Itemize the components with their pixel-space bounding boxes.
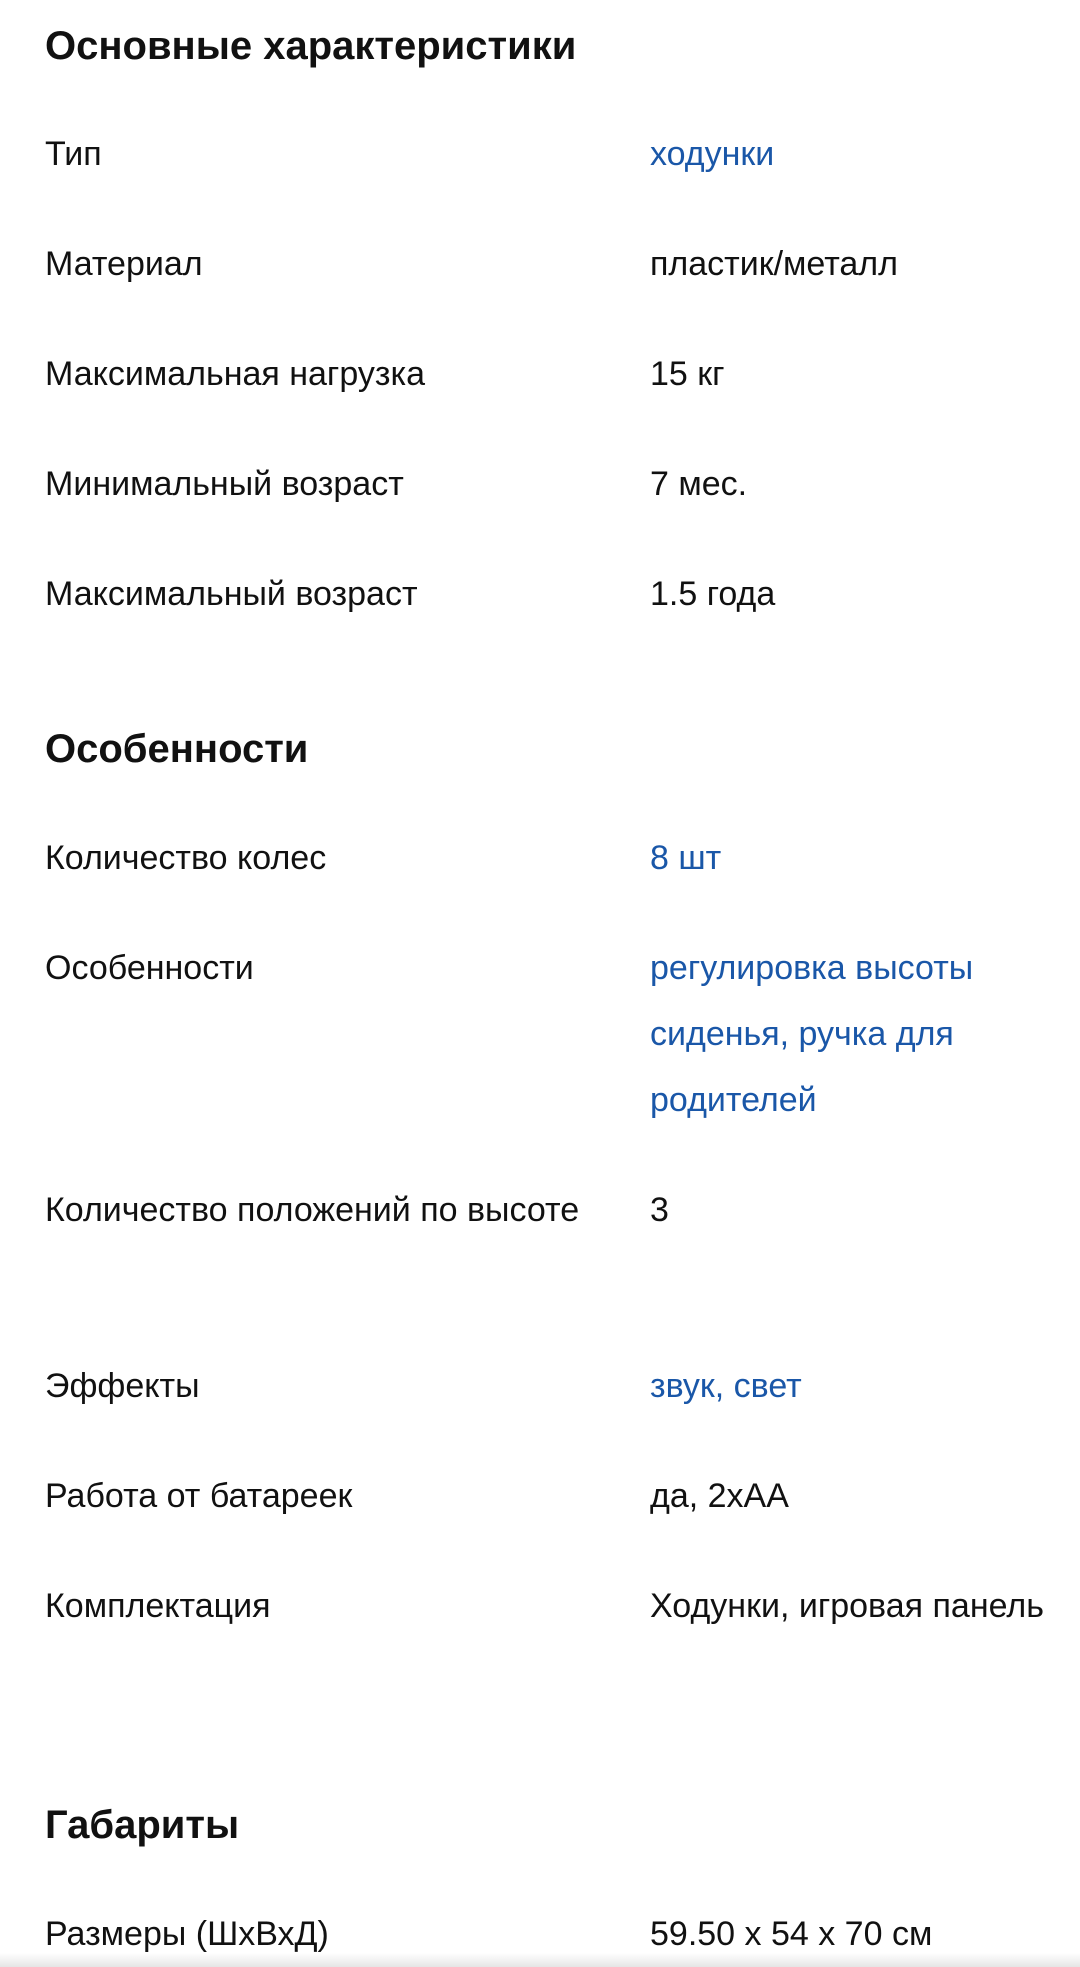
- spec-value-link[interactable]: ходунки: [650, 135, 775, 173]
- spec-label: Максимальный возраст: [45, 575, 418, 613]
- spec-value-link[interactable]: регулировка высоты сиденья, ручка для родителей: [650, 949, 974, 1119]
- spec-value: да, 2xAA: [650, 1477, 789, 1515]
- spec-value: пластик/металл: [650, 245, 898, 283]
- bottom-fade: [0, 1953, 1080, 1967]
- spec-label: Тип: [45, 135, 102, 173]
- spec-label: Минимальный возраст: [45, 465, 404, 503]
- spec-label: Особенности: [45, 949, 254, 987]
- spec-label: Работа от батареек: [45, 1477, 353, 1515]
- section-title-main: Основные характеристики: [45, 24, 577, 68]
- spec-label: Комплектация: [45, 1587, 271, 1625]
- spec-value-link[interactable]: звук, свет: [650, 1367, 802, 1405]
- section-title-dimensions: Габариты: [45, 1803, 240, 1847]
- spec-label: Максимальная нагрузка: [45, 355, 425, 393]
- spec-value: 59.50 x 54 x 70 см: [650, 1915, 933, 1953]
- spec-label: Материал: [45, 245, 203, 283]
- spec-label: Количество положений по высоте: [45, 1191, 580, 1229]
- spec-value: 7 мес.: [650, 465, 748, 503]
- spec-value: 15 кг: [650, 355, 725, 393]
- spec-label: Размеры (ШхВхД): [45, 1915, 329, 1953]
- section-title-features: Особенности: [45, 727, 309, 771]
- spec-value: Ходунки, игровая панель: [650, 1587, 1044, 1625]
- spec-label: Количество колес: [45, 839, 327, 877]
- spec-value: 1.5 года: [650, 575, 776, 613]
- spec-value-link[interactable]: 8 шт: [650, 839, 722, 877]
- spec-value: 3: [650, 1191, 669, 1229]
- spec-label: Эффекты: [45, 1367, 200, 1405]
